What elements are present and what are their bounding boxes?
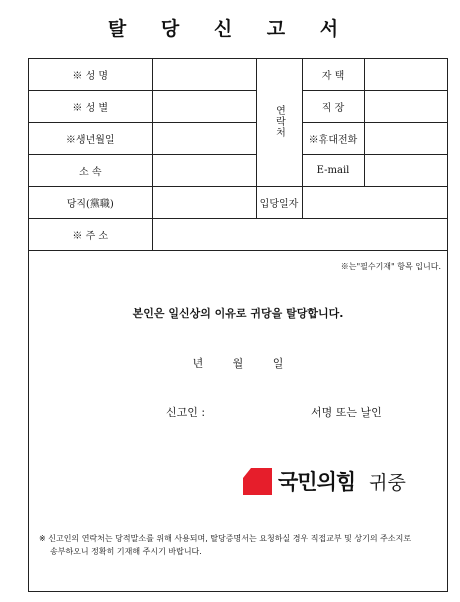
- home-phone-field[interactable]: [364, 59, 447, 91]
- party-position-field[interactable]: [152, 187, 256, 219]
- join-date-field[interactable]: [302, 187, 447, 219]
- affiliation-field[interactable]: [152, 155, 256, 187]
- declaration-text: 본인은 일신상의 이유로 귀당을 탈당합니다.: [132, 307, 344, 320]
- addressee-text: 귀중: [369, 471, 406, 494]
- applicant-label: 신고인 :: [166, 406, 206, 419]
- form-title: 탈 당 신 고 서: [107, 18, 353, 40]
- label-sex: ※ 성 별: [29, 91, 152, 123]
- label-birthdate: ※생년월일: [29, 123, 152, 155]
- date-line: 년 월 일: [192, 357, 284, 370]
- signature-label: 서명 또는 날인: [311, 406, 382, 419]
- footnote: [39, 532, 443, 558]
- label-party-position: 당직(黨職): [29, 187, 152, 219]
- name-field[interactable]: [152, 59, 256, 91]
- address-field[interactable]: [152, 219, 447, 251]
- birthdate-field[interactable]: [152, 123, 256, 155]
- label-affiliation: 소 속: [29, 155, 152, 187]
- party-mark-icon: [243, 468, 272, 495]
- label-work: 직 장: [302, 91, 364, 123]
- footnote-line-1: ※ 신고인의 연락처는 당적말소를 위해 사용되며, 탈당증명서는 요청하실 경우 직접교부 및 상기의 주소지로: [39, 534, 412, 543]
- label-email: E-mail: [302, 155, 364, 187]
- party-name: 국민의힘: [278, 470, 356, 494]
- label-address: ※ 주 소: [29, 219, 152, 251]
- required-note: ※는"필수기재" 항목 입니다.: [340, 262, 441, 271]
- mobile-field[interactable]: [364, 123, 447, 155]
- label-contact: 연락처: [273, 104, 285, 138]
- work-phone-field[interactable]: [364, 91, 447, 123]
- sex-field[interactable]: [152, 91, 256, 123]
- label-mobile: ※휴대전화: [302, 123, 364, 155]
- contact-group-cell: [256, 59, 302, 187]
- withdrawal-form: [28, 58, 448, 592]
- label-home: 자 택: [302, 59, 364, 91]
- email-field[interactable]: [364, 155, 447, 187]
- party-logo: [243, 464, 406, 498]
- label-name: ※ 성 명: [29, 59, 152, 91]
- footnote-line-2: 송부하오니 정확히 기재해 주시기 바랍니다.: [50, 547, 202, 556]
- applicant-info-table: [29, 59, 447, 251]
- label-join-date: 입당일자: [256, 187, 302, 219]
